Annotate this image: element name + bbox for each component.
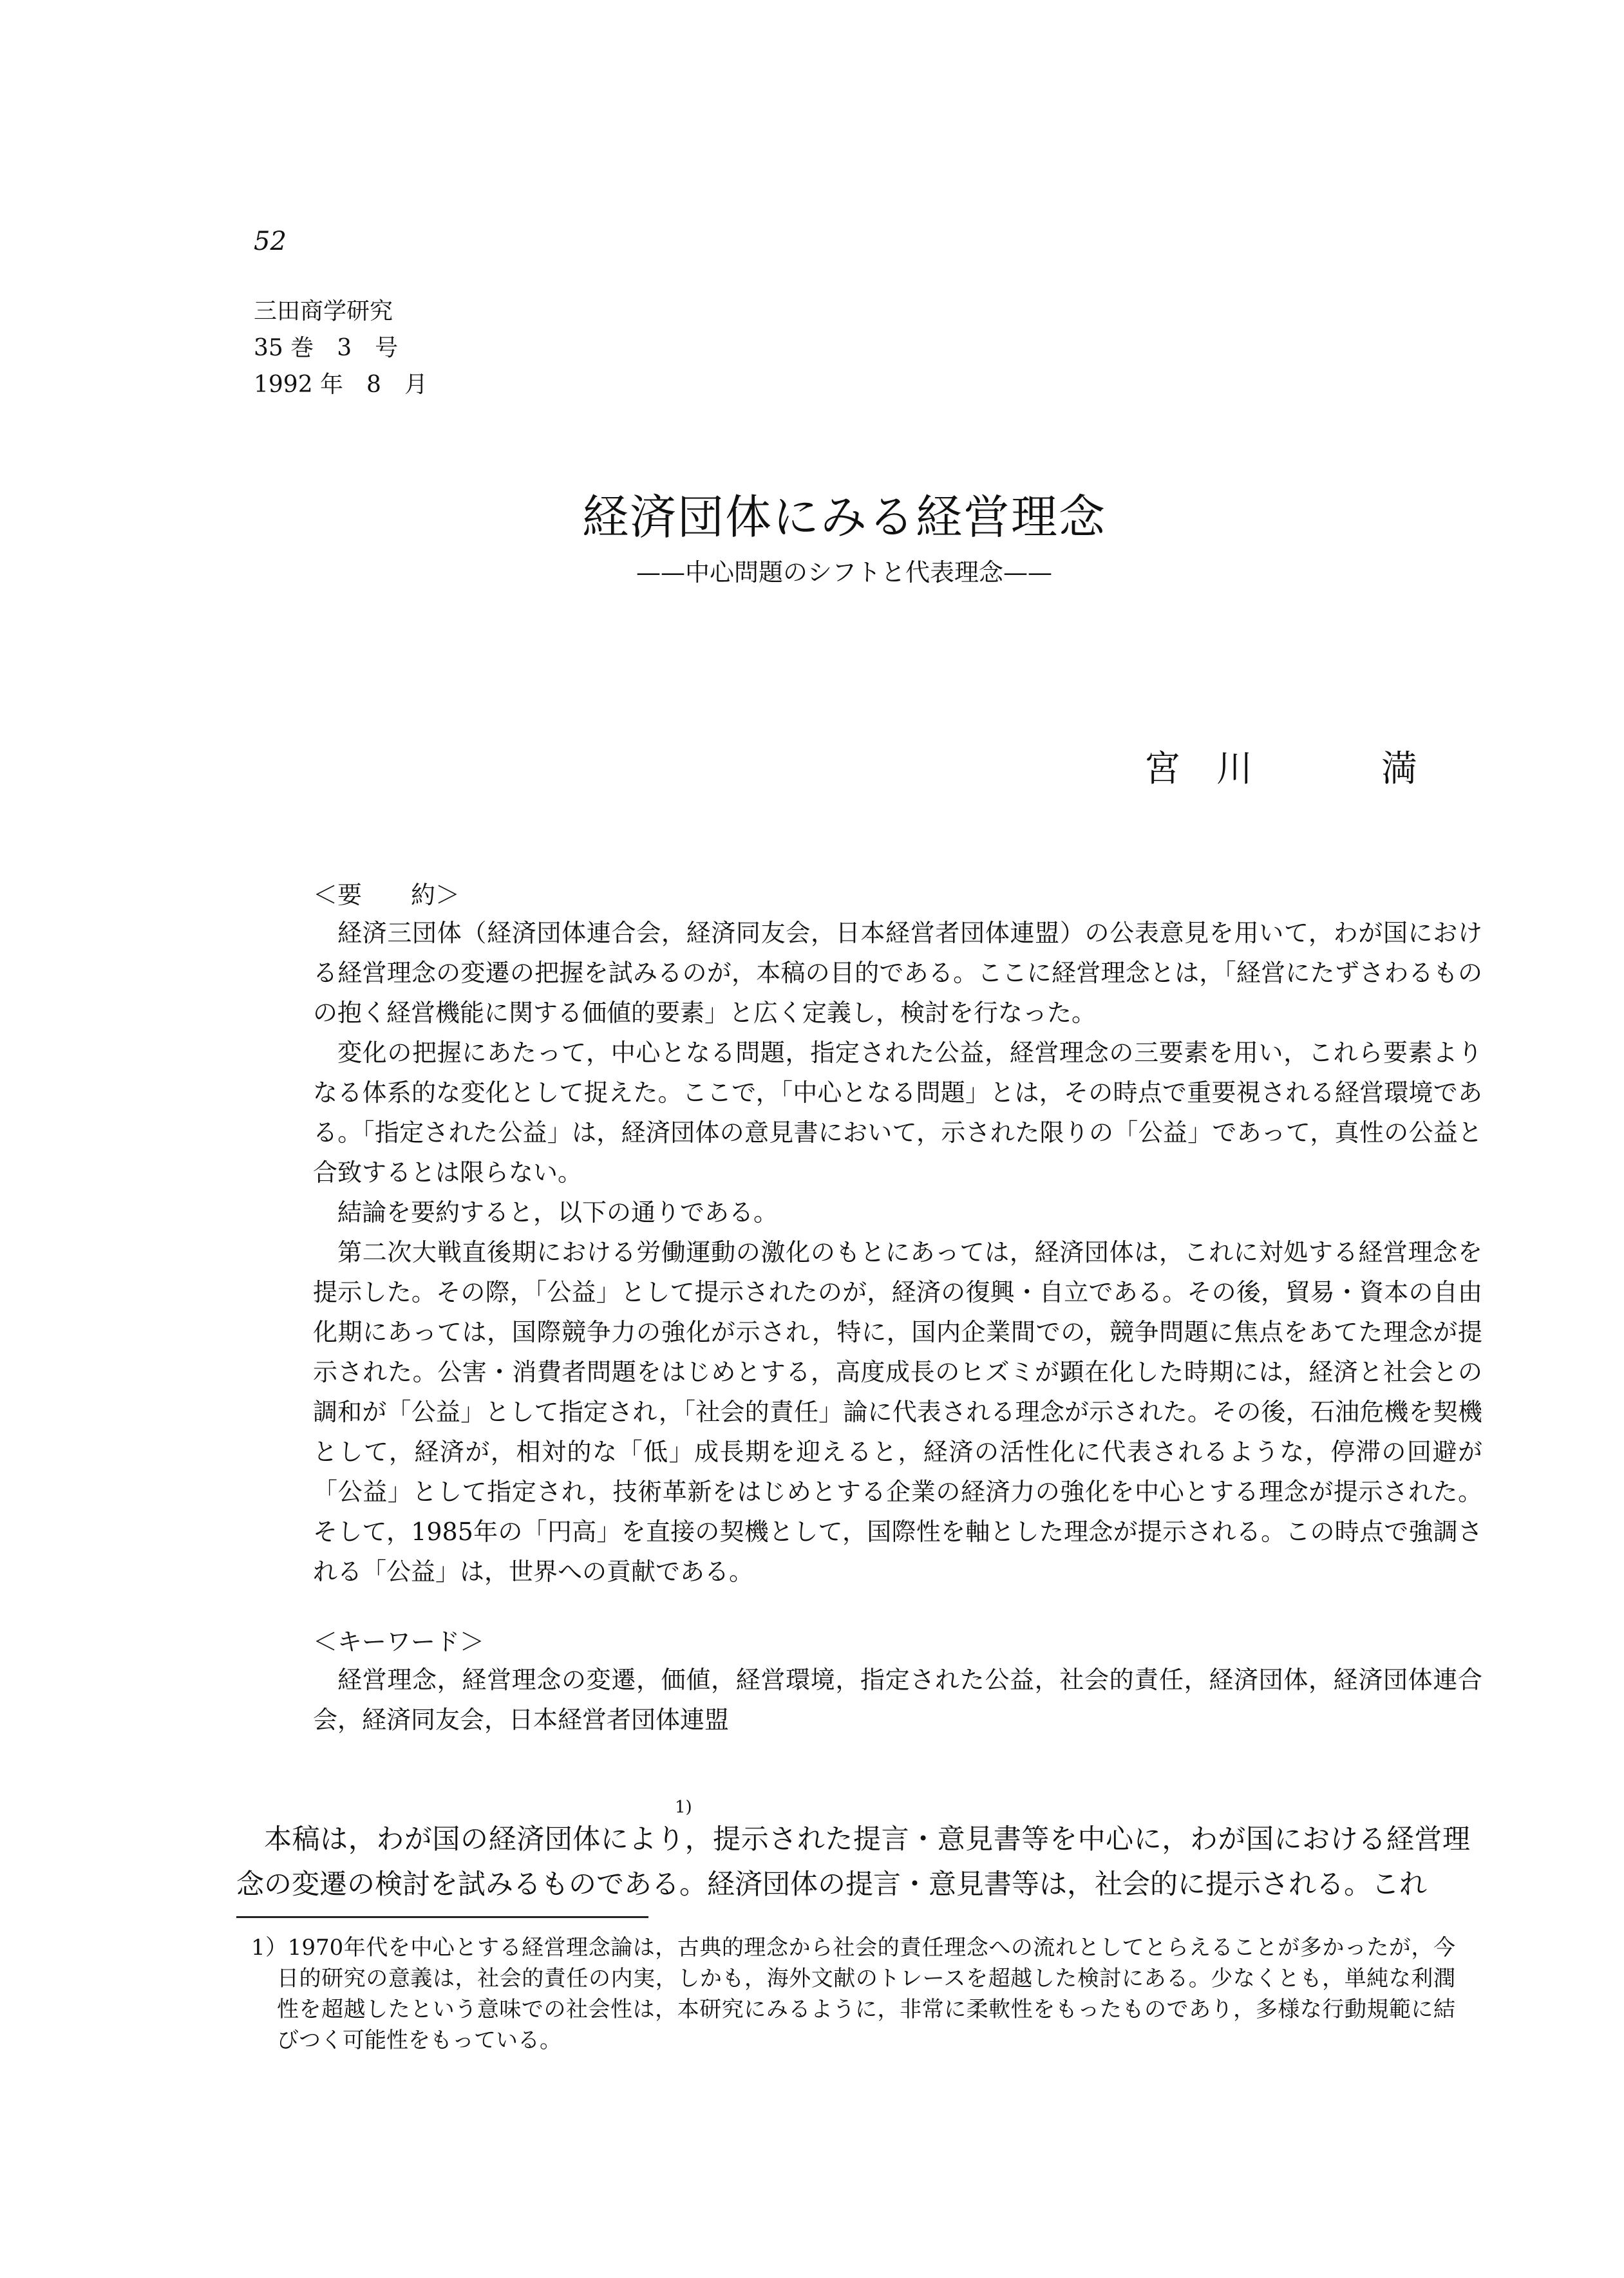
keywords-list: 経営理念，経営理念の変遷，価値，経営環境，指定された公益，社会的責任，経済団体，経済団体連合会，経済同友会，日本経営者団体連盟	[313, 1666, 1482, 1734]
footnote-1: 1）1970年代を中心とする経営理念論は，古典的理念から社会的責任理念への流れとしてとらえることが多かったが，今日的研究の意義は，社会的責任の内実，しかも，海外文献のトレースを超越した検討にある。少なくとも，単純な利潤性を超越したという意味での社会性は，本研究にみるように，非常に柔軟性をもったものであり，多様な行動規範に結びつく可能性をもっている。	[251, 1935, 1455, 2053]
article-title: 経済団体にみる経営理念	[581, 490, 1106, 544]
body-paragraph: 本稿は，わが国の経済団体により，提示された提言・意見書等を中心に，わが国における経営理念の変遷の検討を試みるものである。経済団体の提言・意見書等は，社会的に提示される。これ	[236, 1823, 1470, 1901]
footnote-reference: 1)	[675, 1798, 692, 1817]
keywords-heading: ＜キーワード＞	[313, 1628, 485, 1656]
journal-name: 三田商学研究	[254, 298, 393, 325]
article-subtitle: ——中心問題のシフトと代表理念——	[636, 558, 1052, 587]
keywords-text	[313, 1660, 1482, 1740]
summary-paragraph: 変化の把握にあたって，中心となる問題，指定された公益，経営理念の三要素を用い，これら要素よりなる体系的な変化として捉えた。ここで，「中心となる問題」とは，その時点で重要視される経営環境である。「指定された公益」は，経済団体の意見書において，示された限りの「公益」であって，真性の公益と合致するとは限らない。	[313, 1039, 1482, 1187]
summary-paragraph: 結論を要約すると，以下の通りである。	[337, 1198, 779, 1227]
footnote-divider	[236, 1916, 648, 1918]
main-content	[236, 877, 1483, 2056]
page-number: 52	[254, 227, 287, 256]
summary-paragraph: 第二次大戦直後期における労働運動の激化のもとにあっては，経済団体は，これに対処する経営理念を提示した。その際，「公益」として提示されたのが，経済の復興・自立である。その後，貿易・資本の自由化期にあっては，国際競争力の強化が示され，特に，国内企業間での，競争問題に焦点をあてた理念が提示された。公害・消費者問題をはじめとする，高度成長のヒズミが顕在化した時期には，経済と社会との調和が「公益」として指定され，「社会的責任」論に代表される理念が示された。その後，石油危機を契機として，経済が，相対的な「低」成長期を迎えると，経済の活性化に代表されるような，停滞の回避が「公益」として指定され，技術革新をはじめとする企業の経済力の強化を中心とする理念が提示された。そして，1985年の「円高」を直接の契機として，国際性を軸とした理念が提示される。この時点で強調される「公益」は，世界への貢献である。	[313, 1238, 1482, 1586]
summary-paragraph: 経済三団体（経済団体連合会，経済同友会，日本経営者団体連盟）の公表意見を用いて，わが国における経営理念の変遷の把握を試みるのが，本稿の目的である。ここに経営理念とは，「経営にたずさわるものの抱く経営機能に関する価値的要素」と広く定義し，検討を行なった。	[313, 919, 1482, 1027]
author-family-name: 宮 川	[1144, 748, 1252, 790]
author-given-name: 満	[1381, 748, 1417, 790]
journal-date: 1992 年 8 月	[254, 372, 428, 398]
journal-volume: 35 巻 3 号	[254, 335, 399, 361]
summary-heading: ＜要 約＞	[313, 881, 460, 909]
summary-text	[313, 913, 1482, 1592]
author-name	[1144, 740, 1417, 792]
